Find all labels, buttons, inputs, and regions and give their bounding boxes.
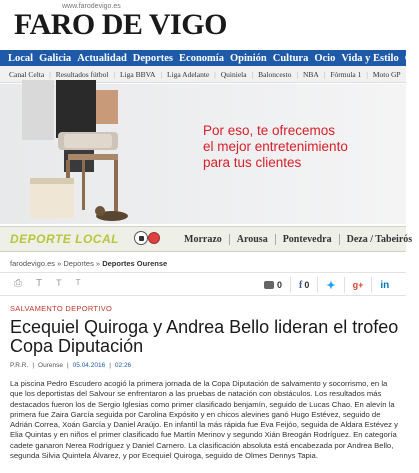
subnav-item-resultados[interactable]: Resultados fútbol	[55, 69, 109, 79]
subnav-item-liga-bbva[interactable]: Liga BBVA	[119, 69, 156, 79]
breadcrumb-home[interactable]: farodevigo.es	[10, 259, 56, 268]
nav-item-more[interactable]: G	[404, 52, 413, 64]
facebook-icon: f	[299, 279, 303, 291]
ad-text: Por eso, te ofrecemos el mejor entretenimiento para tus clientes	[203, 123, 348, 170]
googleplus-share-button[interactable]	[344, 277, 372, 293]
ball-icon	[148, 232, 160, 244]
subnav-item-nba[interactable]: NBA	[302, 69, 319, 79]
article-body: La piscina Pedro Escudero acogió la primera jornada de la Copa Diputación de salvamento y socorrismo, en la que los deportistas del Salvour se enfrentaron a las pruebas de natación con obstáculos. Los resultados más destacados fueron los de Sergio Iglesias como primer clasificado benjamín, seguido de Lucas Chao. En alevín la primera fue Zaira García seguida por Carolina Expósito y en chicos alevines ganó Hugo Estévez, seguido de Adrián Correa, Xoán García y Daniel Araújo. En infantil la más rápida fue Eva Feijóo, seguida de Aldara Estévez y Elia Quintas y en niños el primer clasificado fue Martín Merinov y segundo Xián Breogán Rodríguez. En categoría cadete ganaron Nerea Rodríguez y Daniel Carnero. La clasificación absoluta está encabezada por Andrea Bello, segunda Silvia Quintela Álvarez, y por Ecequiel Quiroga, seguido de Olmes Dennys Tapia.	[10, 379, 399, 461]
zone-link-arousa[interactable]: Arousa	[229, 234, 275, 245]
text-tools	[14, 278, 81, 289]
subnav-item-canal-celta[interactable]: Canal Celta	[9, 69, 45, 79]
nav-item-actualidad[interactable]: Actualidad	[77, 52, 127, 64]
subnav-item-baloncesto[interactable]: Baloncesto	[258, 69, 292, 79]
subnav-item-liga-adelante[interactable]: Liga Adelante	[166, 69, 210, 79]
font-size-down-button[interactable]: T	[75, 278, 81, 287]
breadcrumb-separator: »	[95, 259, 101, 268]
site-logo[interactable]: FARO DE VIGO	[14, 8, 227, 41]
linkedin-share-button[interactable]	[371, 277, 397, 293]
site-url[interactable]: www.farodevigo.es	[62, 3, 121, 10]
article-date: 05.04.2016	[72, 362, 106, 369]
article-title: Ecequiel Quiroga y Andrea Bello lideran el trofeo Copa Diputación	[10, 317, 399, 356]
ad-banner[interactable]	[0, 84, 406, 224]
main-nav	[0, 50, 413, 66]
subnav-separator: |	[251, 69, 254, 79]
nav-item-deportes[interactable]: Deportes	[132, 52, 174, 64]
soccer-ball-icon	[134, 231, 148, 245]
subnav-item-quiniela[interactable]: Quiniela	[220, 69, 247, 79]
section-bar	[0, 226, 413, 252]
zone-links	[184, 234, 419, 245]
section-title[interactable]: DEPORTE LOCAL	[10, 232, 119, 246]
site-header	[0, 0, 406, 50]
font-size-up-button[interactable]: T	[56, 278, 62, 288]
subnav-separator: |	[113, 69, 115, 79]
byline-separator: |	[32, 362, 35, 369]
subnav-separator: |	[366, 69, 368, 79]
share-tools	[256, 277, 397, 293]
print-icon[interactable]: ⎙	[14, 278, 22, 289]
nav-item-opinion[interactable]: Opinión	[229, 52, 267, 64]
breadcrumb	[10, 259, 167, 268]
zone-link-deza[interactable]: Deza / Tabeirós	[339, 234, 419, 245]
article-kicker: SALVAMENTO DEPORTIVO	[10, 304, 113, 313]
twitter-icon: ✦	[326, 279, 336, 292]
nav-item-vida-estilo[interactable]: Vida y Estilo	[341, 52, 399, 64]
comments-button[interactable]	[256, 277, 290, 293]
facebook-count: 0	[304, 280, 310, 290]
breadcrumb-separator: »	[57, 259, 62, 268]
subnav-separator: |	[214, 69, 216, 79]
nav-item-economia[interactable]: Economía	[179, 52, 224, 64]
subnav-separator: |	[49, 69, 51, 79]
facebook-share-button[interactable]	[290, 277, 317, 293]
article-byline	[10, 362, 131, 369]
byline-separator: |	[66, 362, 69, 369]
breadcrumb-deportes[interactable]: Deportes	[63, 259, 94, 268]
article-toolbar	[0, 272, 406, 296]
font-size-button[interactable]: T	[36, 278, 43, 289]
nav-item-galicia[interactable]: Galicia	[39, 52, 72, 64]
subnav-item-formula1[interactable]: Fórmula 1	[330, 69, 362, 79]
cat-image	[92, 204, 132, 222]
zone-link-morrazo[interactable]: Morrazo	[184, 234, 222, 245]
subnav-item-motogp[interactable]: Moto GP	[372, 69, 401, 79]
googleplus-icon: g+	[352, 280, 364, 290]
article-place: Ourense	[38, 362, 63, 369]
nav-item-cultura[interactable]: Cultura	[272, 52, 309, 64]
subnav-separator: |	[323, 69, 326, 79]
twitter-share-button[interactable]	[317, 277, 343, 293]
nav-item-ocio[interactable]: Ocio	[314, 52, 336, 64]
nav-item-local[interactable]: Local	[8, 52, 34, 64]
comment-icon	[264, 281, 274, 289]
breadcrumb-current[interactable]: Deportes Ourense	[102, 259, 168, 268]
article-time: 02:26	[114, 362, 132, 369]
zone-link-pontevedra[interactable]: Pontevedra	[275, 234, 339, 245]
article-author: P.R.R.	[10, 362, 29, 369]
byline-separator: |	[109, 362, 111, 369]
subnav-separator: |	[160, 69, 162, 79]
subnav-separator: |	[296, 69, 298, 79]
linkedin-icon: in	[380, 279, 390, 291]
comments-count: 0	[277, 280, 283, 290]
